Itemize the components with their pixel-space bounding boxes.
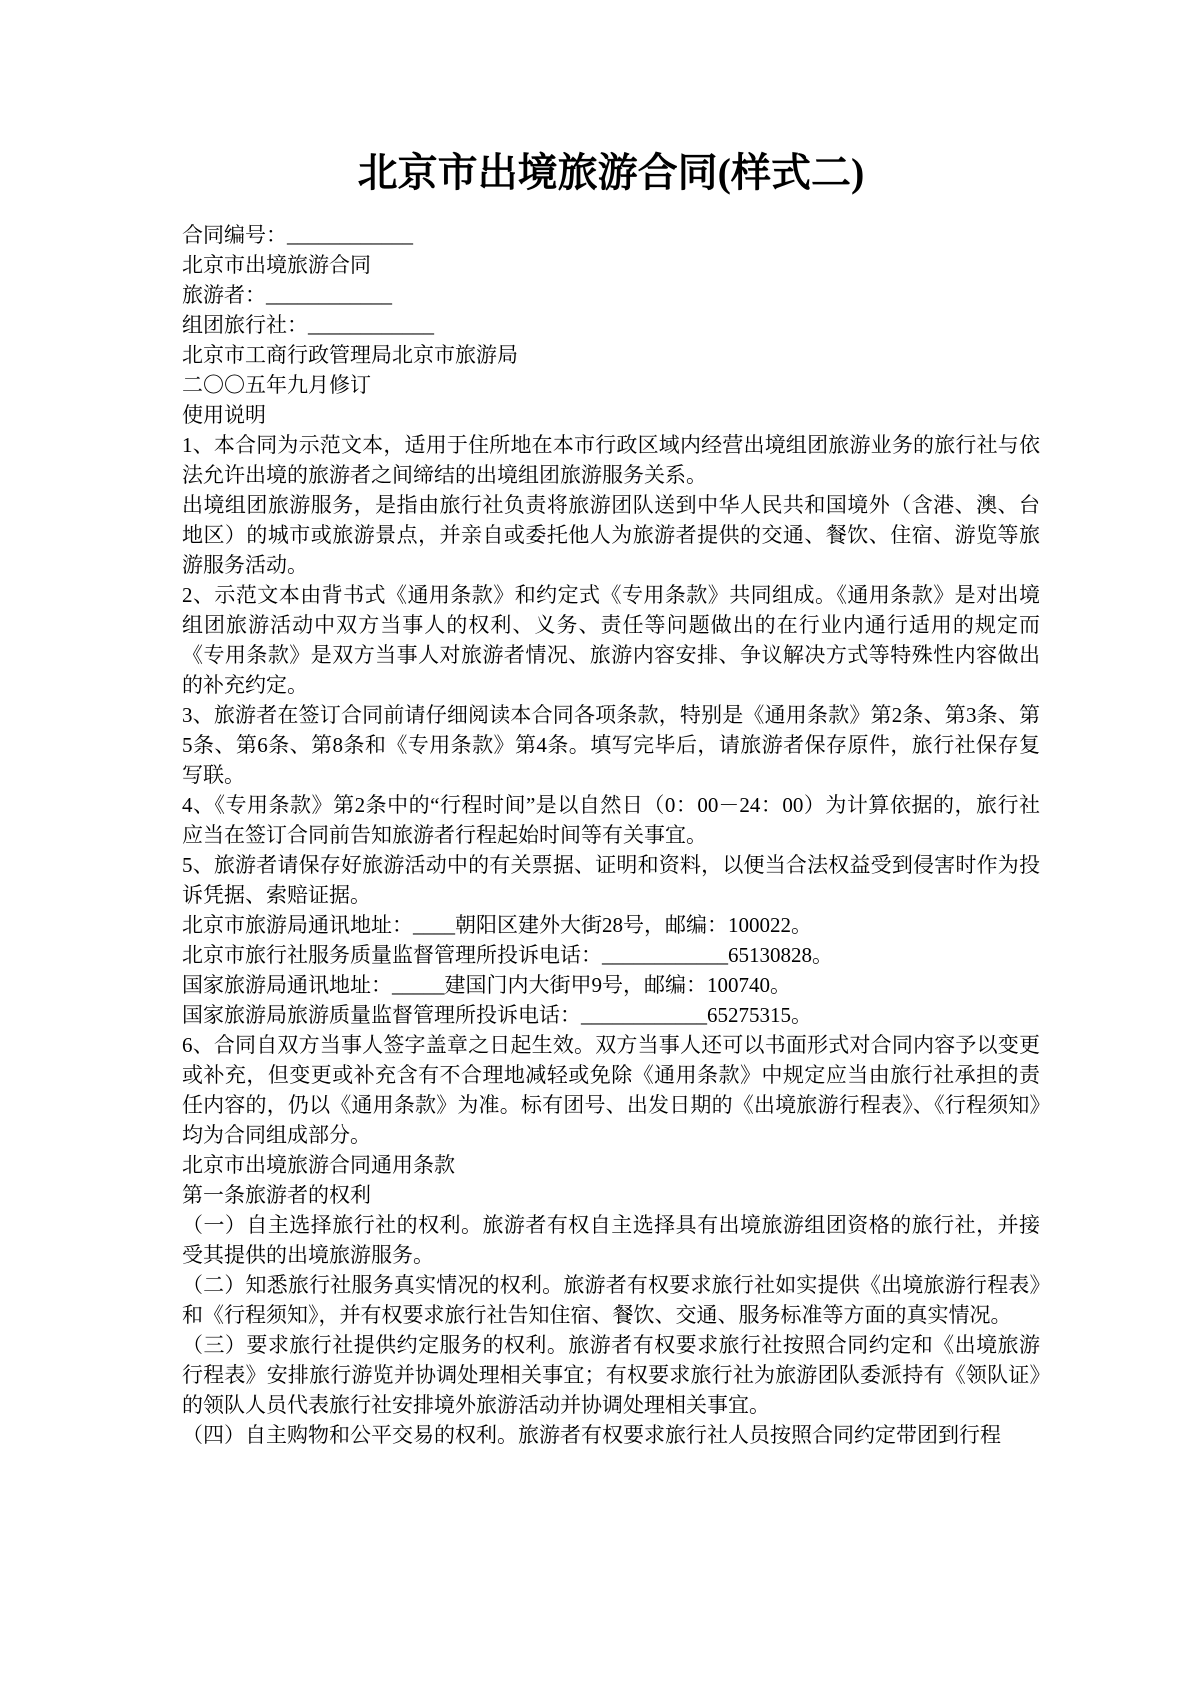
paragraph: 出境组团旅游服务，是指由旅行社负责将旅游团队送到中华人民共和国境外（含港、澳、台地区）的城市或旅游景点，并亲自或委托他人为旅游者提供的交通、餐饮、住宿、游览等旅游服务活动。	[182, 493, 1040, 577]
paragraph: 旅游者：____________	[182, 283, 392, 307]
paragraph: 1、本合同为示范文本，适用于住所地在本市行政区域内经营出境组团旅游业务的旅行社与依法允许出境的旅游者之间缔结的出境组团旅游服务关系。	[182, 433, 1040, 487]
paragraph: 组团旅行社：____________	[182, 313, 434, 337]
document-content	[182, 150, 1040, 1450]
document-title: 北京市出境旅游合同(样式二)	[357, 150, 865, 195]
paragraph: （三）要求旅行社提供约定服务的权利。旅游者有权要求旅行社按照合同约定和《出境旅游行程表》安排旅行游览并协调处理相关事宜；有权要求旅行社为旅游团队委派持有《领队证》的领队人员代表旅行社安排境外旅游活动并协调处理相关事宜。	[182, 1333, 1040, 1417]
paragraph: 6、合同自双方当事人签字盖章之日起生效。双方当事人还可以书面形式对合同内容予以变更或补充，但变更或补充含有不合理地减轻或免除《通用条款》中规定应当由旅行社承担的责任内容的，仍以《通用条款》为准。标有团号、出发日期的《出境旅游行程表》、《行程须知》均为合同组成部分。	[182, 1033, 1040, 1147]
paragraph: 第一条旅游者的权利	[182, 1183, 371, 1207]
paragraph: （二）知悉旅行社服务真实情况的权利。旅游者有权要求旅行社如实提供《出境旅游行程表》和《行程须知》，并有权要求旅行社告知住宿、餐饮、交通、服务标准等方面的真实情况。	[182, 1273, 1040, 1327]
paragraph: 国家旅游局通讯地址：_____建国门内大街甲9号，邮编：100740。	[182, 973, 791, 997]
paragraph: 北京市工商行政管理局北京市旅游局	[182, 343, 518, 367]
paragraph: 5、旅游者请保存好旅游活动中的有关票据、证明和资料，以便当合法权益受到侵害时作为投诉凭据、索赔证据。	[182, 853, 1040, 907]
paragraph: 使用说明	[182, 403, 266, 427]
paragraph: 2、示范文本由背书式《通用条款》和约定式《专用条款》共同组成。《通用条款》是对出境组团旅游活动中双方当事人的权利、义务、责任等问题做出的在行业内通行适用的规定而《专用条款》是双方当事人对旅游者情况、旅游内容安排、争议解决方式等特殊性内容做出的补充约定。	[182, 583, 1040, 697]
paragraph: （四）自主购物和公平交易的权利。旅游者有权要求旅行社人员按照合同约定带团到行程	[182, 1423, 1001, 1447]
paragraph: 合同编号：____________	[182, 223, 413, 247]
paragraph: 国家旅游局旅游质量监督管理所投诉电话：____________65275315。	[182, 1003, 812, 1027]
paragraph: 二〇〇五年九月修订	[182, 373, 371, 397]
document-body	[182, 220, 1040, 1450]
paragraph: （一）自主选择旅行社的权利。旅游者有权自主选择具有出境旅游组团资格的旅行社，并接受其提供的出境旅游服务。	[182, 1213, 1040, 1267]
paragraph: 北京市出境旅游合同通用条款	[182, 1153, 455, 1177]
paragraph: 北京市旅游局通讯地址：____朝阳区建外大街28号，邮编：100022。	[182, 913, 812, 937]
paragraph: 4、《专用条款》第2条中的“行程时间”是以自然日（0：00－24：00）为计算依据的，旅行社应当在签订合同前告知旅游者行程起始时间等有关事宜。	[182, 793, 1040, 847]
paragraph: 北京市出境旅游合同	[182, 253, 371, 277]
paragraph: 北京市旅行社服务质量监督管理所投诉电话：____________65130828。	[182, 943, 833, 967]
paragraph: 3、旅游者在签订合同前请仔细阅读本合同各项条款，特别是《通用条款》第2条、第3条、第5条、第6条、第8条和《专用条款》第4条。填写完毕后，请旅游者保存原件，旅行社保存复写联。	[182, 703, 1040, 787]
